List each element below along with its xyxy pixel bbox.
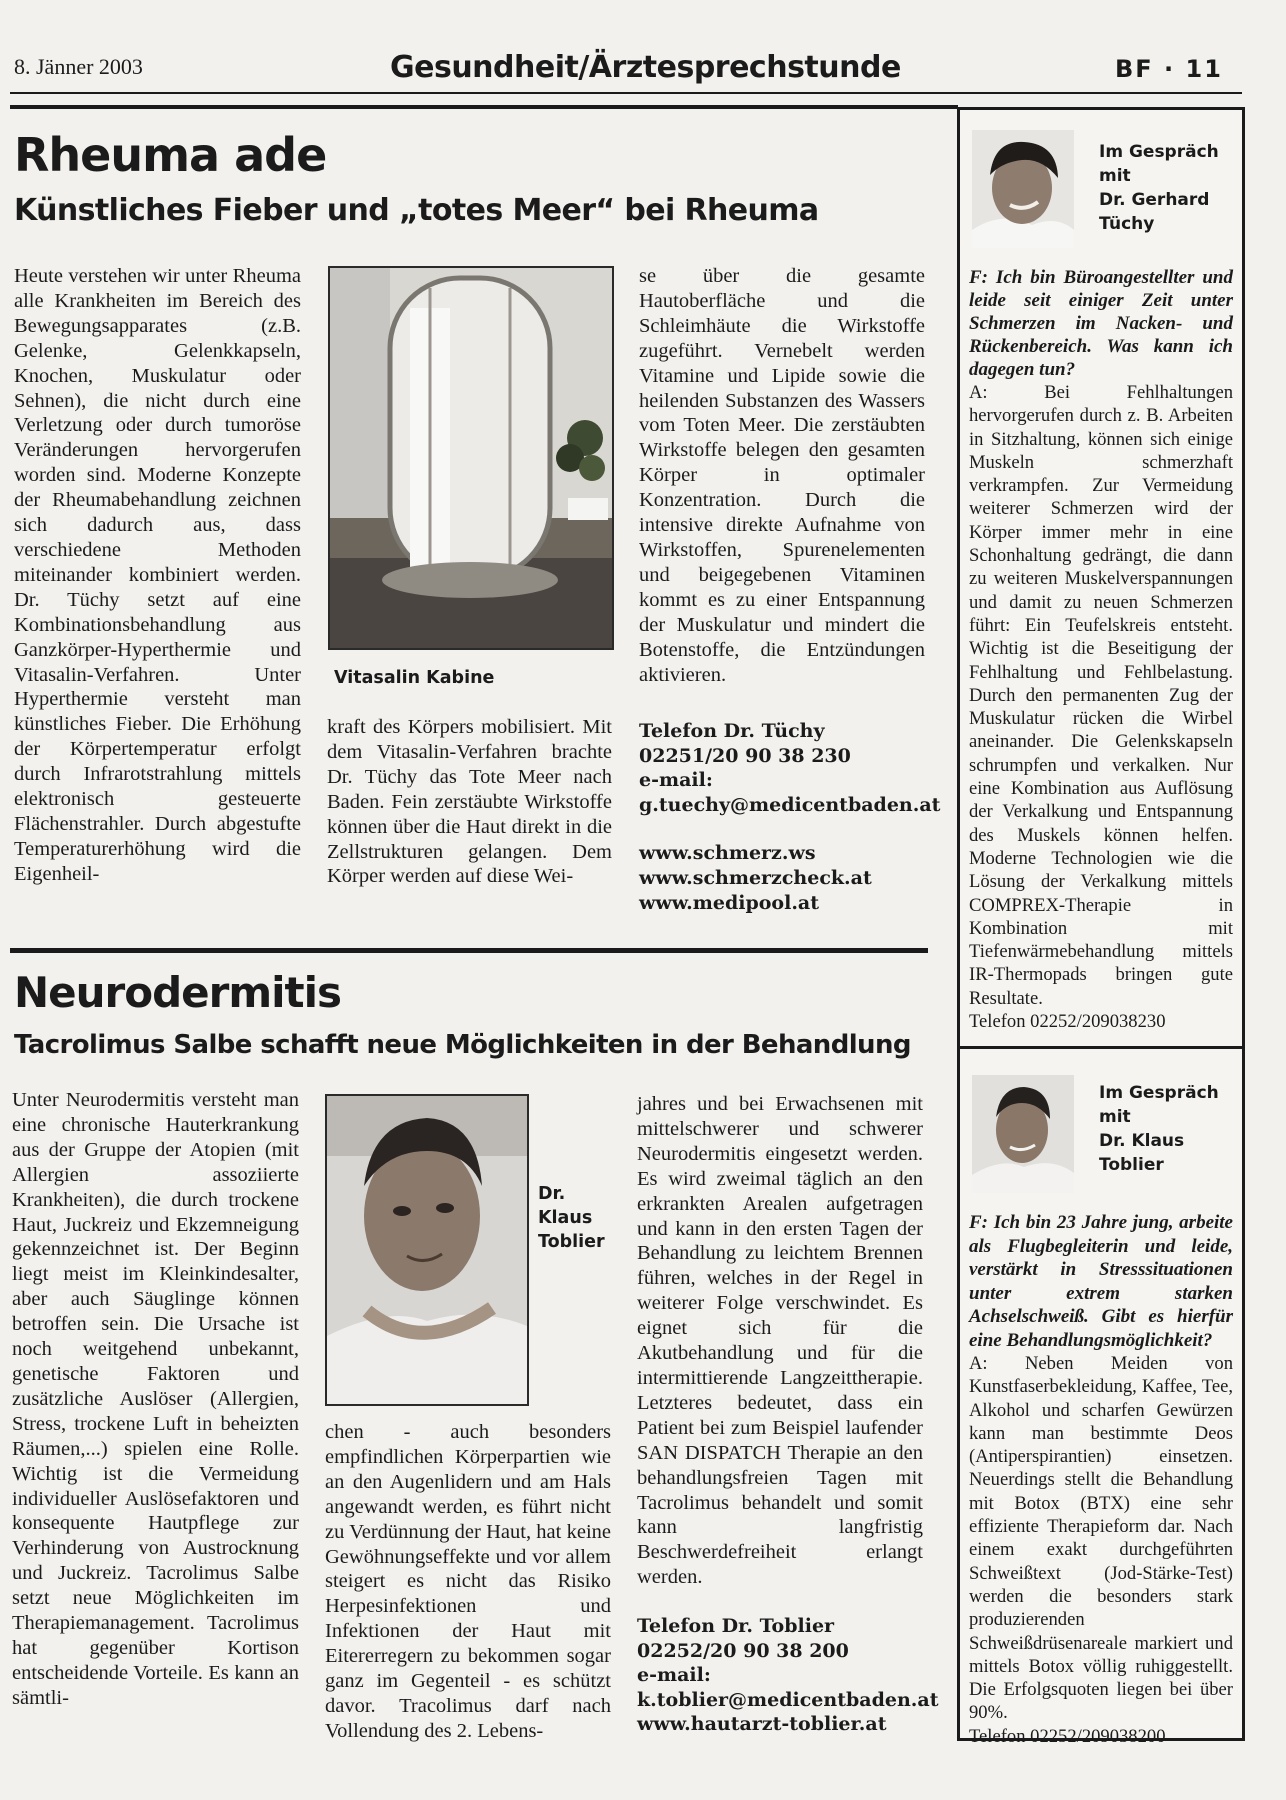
toblier-box-title [1099,1081,1239,1177]
tuechy-email[interactable]: g.tuechy@medicentbaden.at [639,793,941,816]
tuechy-phone-label: Telefon Dr. Tüchy [639,720,825,742]
section-title: Gesundheit/Ärztesprechstunde [390,50,901,85]
interview-box-toblier [957,1046,1245,1747]
article1-body-2: kraft des Körpers mobilisiert. Mit dem Vitasalin-Verfahren brachte Dr. Tüchy das Tote Meer nach Baden. Fein zerstäubte Wirkstoffe können über die Haut direkt in die Zellstrukturen gelangen. Dem Körper werden auf diese Wei- [327,716,612,888]
toblier-box-phone: Telefon 02252/209038200 [969,1725,1166,1747]
tuechy-box-title-1: Im Gespräch [1099,142,1219,162]
article2-subtitle: Tacrolimus Salbe schafft neue Möglichkeiten in der Behandlung [14,1030,911,1060]
article2-body-1: Unter Neurodermitis versteht man eine chronische Hauterkrankung aus der Gruppe der Atopien (mit Allergien assoziierte Krankheiten), die durch trockene Haut, Juckreiz und Ekzemneigung gekennzeichnet ist. Der Beginn liegt meist im Kleinkindesalter, aber auch Säuglinge können betroffen sein. Die Ursache ist noch weitgehend unbekannt, genetische Faktoren und zusätzliche Auslöser (Allergien, Stress, trockene Luft in beheizten Räumen,...) spielen eine Rolle. Wichtig ist die Vermeidung individueller Auslösefaktoren und konsequente Hautpflege zur Verhinderung von Austrocknung und Juckreiz. Tacrolimus Salbe setzt neue Möglichkeiten im Therapiemanagement. Tacrolimus hat gegenüber Kortison entscheidende Vorteile. Es kann an sämtli- [12,1089,299,1709]
tuechy-website-2[interactable]: www.schmerzcheck.at [639,866,872,889]
toblier-photo [325,1094,529,1406]
toblier-caption [538,1182,618,1254]
toblier-box-title-2: mit [1099,1107,1131,1127]
interview-box-tuechy [957,107,1245,1051]
article2-contact [637,1614,937,1737]
tuechy-qa [969,266,1233,1033]
article1-contact [639,719,939,915]
tuechy-box-title-2: mit [1099,166,1131,186]
article2-column-3 [637,1092,923,1590]
vitasalin-caption: Vitasalin Kabine [334,668,495,688]
article2-column-2 [325,1420,611,1744]
article2-body-3: jahres und bei Erwachsenen mit mittelschwerer und schwerer Neurodermitis eingesetzt werden. Es wird zweimal täglich an den erkrankten Arealen aufgetragen und kann in den ersten Tagen der Behandlung zu leichtem Brennen führen, welches in der Regel in weiterer Folge verschwindet. Es eignet sich für die Akutbehandlung und für die intermittierende Langzeittherapie. Letzteres bedeutet, dass ein Patient bei zum Beispiel laufender SAN DISPATCH Therapie an den behandlungsfreien Tagen mit Tacrolimus behandelt und somit kann langfristig Beschwerdefreiheit erlangt werden. [637,1093,923,1589]
toblier-portrait [327,1096,527,1404]
toblier-small-photo [972,1075,1074,1193]
toblier-box-title-1: Im Gespräch [1099,1083,1219,1103]
article2-body-2: chen - auch besonders empfindlichen Körperpartien wie an den Augenlidern und am Hals angewandt werden, es führt nicht zu Verdünnung der Haut, hat keine Gewöhnungseffekte und vor allem steigert es nicht das Risiko Herpesinfektionen und Infektionen der Haut mit Eitererregern zu bekommen sogar ganz im Gegenteil - es schützt davor. Tracolimus darf nach Vollendung des 2. Lebens- [325,1421,611,1742]
toblier-phone-label: Telefon Dr. Toblier [637,1615,835,1637]
toblier-website[interactable]: www.hautarzt-toblier.at [637,1713,887,1736]
article1-body-1: Heute verstehen wir unter Rheuma alle Krankheiten im Bereich des Bewegungsapparates (z.B. Gelenke, Gelenkkapseln, Knochen, Muskulatur oder Sehnen), die nicht durch eine Verletzung oder durch tumoröse Veränderungen hervorgerufen worden sind. Moderne Konzepte der Rheumabehandlung zeichnen sich dadurch aus, dass verschiedene Methoden miteinander kombiniert werden. Dr. Tüchy setzt auf eine Kombinationsbehandlung aus Ganzkörper-Hyperthermie und Vitasalin-Verfahren. Unter Hyperthermie versteht man künstliches Fieber. Die Erhöhung der Körpertemperatur erfolgt durch Infrarotstrahlung mittels elektronisch gesteuerte Flächenstrahler. Durch abgestufte Temperaturerhöhung wird die Eigenheil- [14,265,301,885]
toblier-answer: A: Neben Meiden von Kunstfaserbekleidung, Kaffee, Tee, Alkohol und scharfen Gewürzen kann man bestimmte Deos (Antiperspirantien) einsetzen. Neuerdings stellt die Behandlung mit Botox (BTX) eine sehr effiziente Therapieform dar. Nach einem exakt durchgeführten Schweißtext (Jod-Stärke-Test) werden die besonders stark produzierenden Schweißdrüsenareale markiert und mittels Botox völlig ruhiggestellt. Die Erfolgsquoten liegen bei über 90%. [969,1353,1233,1724]
tuechy-website-1[interactable]: www.schmerz.ws [639,842,816,865]
article2-column-1 [12,1088,299,1711]
tuechy-box-phone: Telefon 02252/209038230 [969,1011,1166,1033]
article1-column-1 [14,264,301,887]
article1-column-2 [327,715,612,889]
article1-body-3: se über die gesamte Hautoberfläche und die Schleimhäute die Wirkstoffe zugeführt. Vernebelt werden Vitamine und Lipide sowie die heilenden Substanzen des Wassers vom Toten Meer. Die zerstäubten Wirkstoffe belegen den gesamten Körper in optimaler Konzentration. Durch die intensive direkte Aufnahme von Wirkstoffen, Spurenelementen und beigegebenen Vitaminen kommt es zu einer Entspannung der Muskulatur und mindert die Botenstoffe, die Entzündungen aktivieren. [639,265,925,686]
tuechy-box-title-3: Dr. Gerhard [1099,190,1210,210]
tuechy-website-3[interactable]: www.medipool.at [639,891,820,914]
toblier-box-title-4: Toblier [1099,1155,1164,1175]
toblier-email[interactable]: k.toblier@medicentbaden.at [637,1688,939,1711]
tuechy-answer: A: Bei Fehlhaltungen hervorgerufen durch z. B. Arbeiten in Sitzhaltung, können sich einige Muskeln schmerzhaft verkrampfen. Zur Vermeidung weiterer Schmerzen wird der Körper immer mehr in eine Schonhaltung gedrängt, die dann zu weiteren Muskelverspannungen und damit zu neuen Schmerzen führt: Ein Teufelskreis entsteht. Wichtig ist die Beseitigung der Fehlhaltung und Fehlbelastung. Durch den permanenten Zug der Muskulatur rücken die Wirbel aneinander. Die Gelenkskapseln schrumpfen und verkalken. Nur eine Kombination aus Auflösung der Verkalkung und Entspannung des Muskels können helfen. Moderne Technologien wie die Lösung der Verkalkung mittels COMPREX-Therapie in Kombination mit Tiefenwärmebehandlung mittels IR-Thermopads bringen gute Resultate. [969,382,1233,1009]
toblier-small-portrait [972,1075,1074,1193]
article1-title: Rheuma ade [14,128,327,182]
header-rule [10,92,1242,94]
cabin-image [330,268,612,648]
tuechy-question: F: Ich bin Büroangestellter und leide seit einiger Zeit unter Schmerzen im Nacken- und Rückenbereich. Was kann ich dagegen tun? [969,267,1233,380]
tuechy-photo [972,130,1074,248]
article2-title: Neurodermitis [14,968,341,1017]
tuechy-email-label: e-mail: [639,769,713,792]
issue-date: 8. Jänner 2003 [14,54,143,79]
toblier-caption-text: Dr. Klaus Toblier [538,1184,605,1252]
toblier-qa [969,1211,1233,1748]
tuechy-box-title-4: Tüchy [1099,214,1155,234]
header-rule-thick [10,105,958,109]
toblier-email-label: e-mail: [637,1664,711,1687]
page-number: BF · 11 [1115,55,1223,83]
article1-column-3 [639,264,925,687]
toblier-question: F: Ich bin 23 Jahre jung, arbeite als Flugbegleiterin und leide, verstärkt in Stresssituationen unter extrem starken Achselschweiß. Gibt es hierfür eine Behandlungsmöglichkeit? [969,1212,1233,1351]
tuechy-phone: 02251/20 90 38 230 [639,744,851,767]
article1-subtitle: Künstliches Fieber und „totes Meer“ bei Rheuma [14,193,819,228]
toblier-box-title-3: Dr. Klaus [1099,1131,1185,1151]
toblier-phone: 02252/20 90 38 200 [637,1639,849,1662]
vitasalin-cabin-photo [328,266,614,650]
tuechy-portrait [972,130,1074,248]
article-divider [10,948,928,953]
tuechy-box-title [1099,140,1239,236]
